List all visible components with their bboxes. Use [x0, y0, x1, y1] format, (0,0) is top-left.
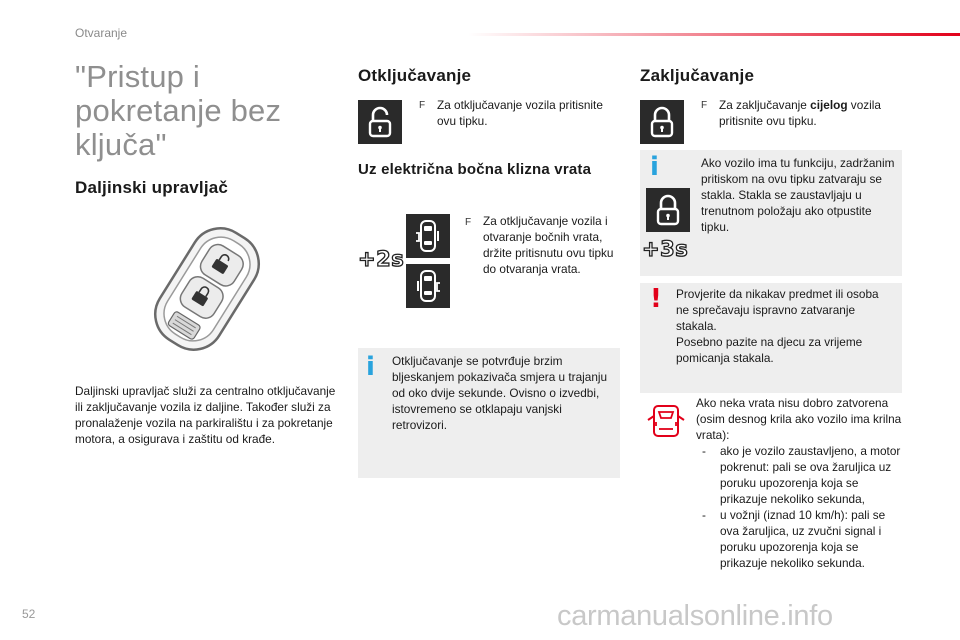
page-title: "Pristup i pokretanje bez ključa" — [75, 59, 282, 162]
door-open-warning-icon — [646, 400, 686, 440]
lock-text: Za zaključavanje cijelog vozila pritisnite ovu tipku. — [719, 98, 881, 128]
sliding-door-right-icon — [406, 264, 450, 308]
unlock-heading: Otključavanje — [358, 66, 472, 85]
lock-heading: Zaključavanje — [640, 66, 755, 85]
lock-button-icon — [646, 188, 690, 232]
unlock-info-note — [358, 348, 620, 478]
unlock-bullet: F — [419, 100, 426, 111]
timer-2s-icon: +2s — [358, 247, 405, 271]
remote-heading: Daljinski upravljač — [75, 178, 229, 197]
info-icon: i — [650, 152, 659, 182]
timer-3s-icon: +3s — [642, 237, 689, 261]
header-rule — [468, 33, 960, 36]
sliding-bullet: F — [465, 217, 472, 228]
sliding-door-heading: Uz električna bočna klizna vrata — [358, 161, 592, 178]
window-warning-note — [640, 283, 902, 393]
sliding-door-left-icon — [406, 214, 450, 258]
door-open-list — [696, 443, 906, 571]
remote-description: Daljinski upravljač služi za centralno otključavanje ili zaključavanje vozila iz daljine. Također služi za pronalaženje vozila na parkiralištu i za pokretanje motora, a osigurava i zaštitu od krađe. — [75, 384, 336, 446]
lock-bullet: F — [701, 100, 708, 111]
watermark: carmanualsonline.info — [557, 600, 833, 632]
unlock-info-text: Otključavanje se potvrđuje brzim bljeskanjem pokazivača smjera u trajanju od oko dvije sekunde. Ovisno o izvedbi, istovremeno se otklapaju vanjski retrovizori. — [392, 354, 608, 432]
door-open-text: Ako neka vrata nisu dobro zatvorena (osim desnog krila ako vozilo ima krilna vrata): - ako je vozilo zaustavljeno, a motor pokrenut: pali se ova žaruljica uz poruku upozorenja koja se prikazuje nekoliko sekunda, - u vožnji (iznad 10 km/h): pali se ova žaruljica, uz zvučni signal i poruku upozorenja koja se prikazuje nekoliko sekunda. — [696, 395, 906, 571]
list-item: - u vožnji (iznad 10 km/h): pali se ova žaruljica, uz zvučni signal i poruku upozorenja koja se prikazuje nekoliko sekunda. — [696, 507, 906, 571]
window-info-text: Ako vozilo ima tu funkciju, zadržanim pritiskom na ovu tipku zatvaraju se stakla. Stakla se zaustavljaju u trenutnom položaju ako otpustite tipku. — [701, 156, 895, 234]
window-info-note — [640, 150, 902, 276]
sliding-door-text: Za otključavanje vozila i otvaranje bočnih vrata, držite pritisnutu ovu tipku do otvaranja vrata. — [483, 214, 614, 276]
section-tab: Otvaranje — [75, 26, 128, 40]
unlock-text: Za otključavanje vozila pritisnite ovu tipku. — [437, 98, 603, 128]
list-item: - ako je vozilo zaustavljeno, a motor pokrenut: pali se ova žaruljica uz poruku upozorenja koja se prikazuje nekoliko sekunda, — [696, 443, 906, 507]
lock-button-icon — [640, 100, 684, 144]
unlock-button-icon — [358, 100, 402, 144]
window-warning-text: Provjerite da nikakav predmet ili osoba ne sprečavaju ispravno zatvaranje stakala. Posebno pazite na djecu za vrijeme pomicanja stakala. — [676, 287, 879, 365]
key-fob-icon — [136, 218, 278, 360]
warning-icon: ! — [650, 284, 662, 314]
info-icon: i — [366, 352, 375, 382]
page-number: 52 — [22, 607, 36, 621]
